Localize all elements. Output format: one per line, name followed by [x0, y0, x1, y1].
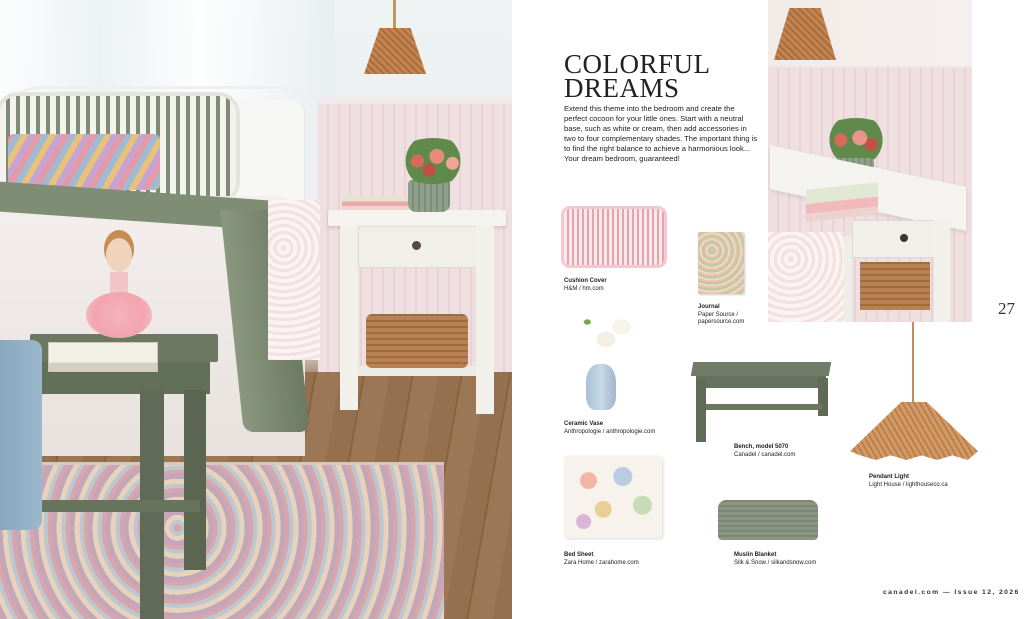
muslin-blanket-image: [718, 500, 818, 540]
bench-leg-left: [696, 380, 706, 442]
zigzag-cushion: [8, 134, 160, 190]
caption-vase: Ceramic Vase Anthropologie / anthropologie.com: [564, 421, 656, 435]
caption-cushion: Cushion Cover H&M / hm.com: [564, 278, 607, 292]
journal-image: [698, 232, 744, 294]
floral-rug: [0, 462, 444, 619]
inset-leg: [934, 220, 950, 322]
intro-paragraph: Extend this theme into the bedroom and create the perfect cocoon for your little ones. Start with a neutral base, such as white or cream, then add accessories in two to four complementary shades. The important thing is to find the right balance to achieve a harmonious look... Your dream bedroom, guaranteed!: [564, 104, 758, 163]
blue-throw: [0, 340, 42, 530]
flower-bouquet: [394, 138, 472, 184]
green-vase: [408, 180, 450, 212]
page-footer: canadel.com — Issue 12, 2026: [883, 589, 1020, 596]
caption-bench: Bench, model 5070 Canadel / canadel.com: [734, 444, 796, 458]
nightstand-top: [328, 210, 506, 226]
pendant-cord: [912, 322, 914, 404]
wall-lamp-shade: [364, 28, 426, 74]
caption-bed-sheet: Bed Sheet Zara Home / zarahome.com: [564, 552, 639, 566]
lamp-rod: [393, 0, 396, 30]
wicker-basket: [366, 314, 468, 368]
article-page: [512, 0, 1024, 619]
floral-sheet: [268, 200, 320, 360]
doll-tutu: [86, 292, 152, 338]
article-title: [564, 49, 744, 103]
bench-top: [691, 362, 831, 376]
pendant-light-image: [850, 402, 978, 460]
table-book: [48, 342, 158, 372]
bench-stretcher: [706, 404, 822, 410]
inset-bouquet: [818, 118, 894, 162]
drawer-knob: [412, 241, 421, 250]
bench-leg-right: [818, 378, 828, 416]
inset-basket: [860, 262, 930, 310]
table-leg-right: [184, 390, 206, 570]
inset-bed: [768, 232, 844, 322]
inset-drawer-knob: [900, 234, 908, 242]
table-stretcher: [40, 500, 200, 512]
inset-drawer: [852, 220, 940, 258]
page-number: 27: [998, 299, 1015, 318]
tulip-stems: [578, 312, 640, 362]
caption-pendant: Pendant Light Light House / lighthouseco.ca: [869, 474, 948, 488]
bed-sheet-image: [564, 456, 662, 538]
title-line-1: COLORFUL: [564, 49, 711, 79]
nightstand-leg-right: [476, 226, 494, 414]
caption-journal: Journal Paper Source / papersource.com: [698, 304, 745, 325]
inset-photo: [768, 0, 972, 322]
nightstand-leg-left: [340, 226, 358, 410]
doll-head: [106, 238, 132, 272]
ceramic-vase-image: [586, 364, 616, 410]
book-stack: [342, 196, 408, 210]
cushion-cover-image: [564, 209, 664, 265]
wall-trim: [318, 98, 512, 104]
caption-muslin: Muslin Blanket Silk & Snow / silkandsnow.com: [734, 552, 817, 566]
bench-apron: [696, 376, 826, 388]
title-line-2: DREAMS: [564, 73, 680, 103]
